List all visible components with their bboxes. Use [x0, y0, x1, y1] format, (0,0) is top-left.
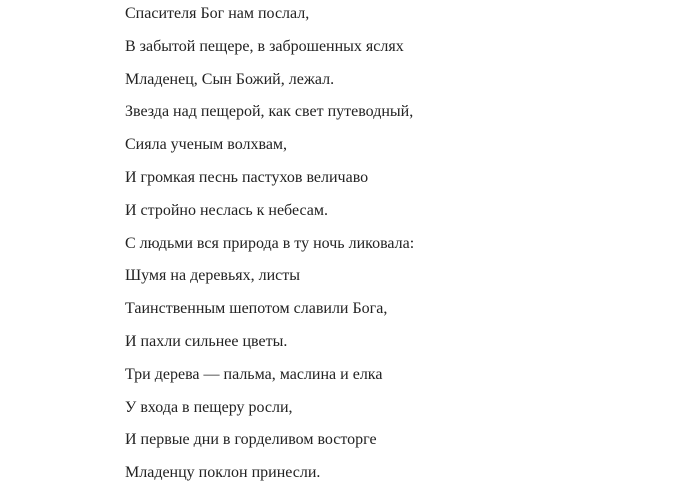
poem-line: И пахли сильнее цветы.: [125, 332, 288, 350]
poem-line: Три дерева — пальма, маслина и елка: [125, 365, 383, 383]
poem-line: Таинственным шепотом славили Бога,: [125, 300, 388, 318]
poem-line: Младенец, Сын Божий, лежал.: [125, 70, 335, 88]
poem-line: С людьми вся природа в ту ночь ликовала:: [125, 234, 415, 252]
poem-line: Спасителя Бог нам послал,: [125, 5, 310, 22]
poem-line: И стройно неслась к небесам.: [125, 201, 329, 219]
poem-line: И громкая песнь пастухов величаво: [125, 168, 369, 186]
poem-line: Младенцу поклон принесли.: [125, 464, 321, 482]
poem-line: И первые дни в горделивом восторге: [125, 431, 377, 449]
poem-line: Шумя на деревьях, листы: [125, 267, 301, 285]
poem-text: [125, 3, 414, 495]
poem-line: Сияла ученым волхвам,: [125, 136, 288, 154]
poem-line: У входа в пещеру росли,: [125, 398, 293, 416]
poem-line: В забытой пещере, в заброшенных яслях: [125, 37, 404, 55]
poem-line: Звезда над пещерой, как свет путеводный,: [125, 103, 414, 121]
